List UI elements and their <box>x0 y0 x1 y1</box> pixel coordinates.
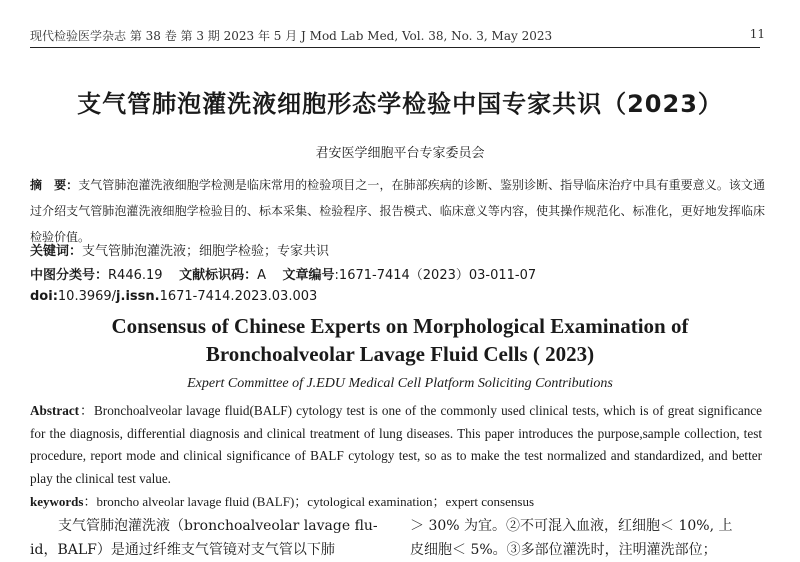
english-title-line-2: Bronchoalveolar Lavage Fluid Cells ( 2023) <box>205 342 595 366</box>
article-number-label: 文章编号 <box>282 268 335 283</box>
page-number: 11 <box>749 27 765 41</box>
body-right-column <box>410 514 765 562</box>
article-number-value: :1671-7414（2023）03-011-07 <box>334 268 537 283</box>
body-left-line-1-text: 支气管肺泡灌洗液（bronchoalveolar lavage flu- <box>58 518 378 534</box>
chinese-title: 支气管肺泡灌洗液细胞形态学检验中国专家共识（2023） <box>77 90 723 118</box>
body-right-line-1: ＞ 30% 为宜。②不可混入血液，红细胞＜ 10%, 上 <box>410 518 733 534</box>
clc-value: R446.19 <box>108 268 163 283</box>
doi-prefix: 10.3969/ <box>57 289 117 304</box>
english-title <box>0 312 800 368</box>
doc-code-value: A <box>257 268 266 283</box>
journal-citation: 现代检验医学杂志 第 38 卷 第 3 期 2023 年 5 月 J Mod Lab Med, Vol. 38, No. 3, May 2023 <box>30 29 553 43</box>
chinese-keywords <box>30 240 770 259</box>
body-left-line-1 <box>30 514 380 538</box>
doc-code-label: 文献标识码： <box>179 268 258 283</box>
chinese-abstract <box>30 172 765 250</box>
doi-issn: j.issn. <box>116 289 160 304</box>
chinese-abstract-label: 摘 要： <box>30 178 79 192</box>
body-left-line-2: id，BALF）是通过纤维支气管镜对支气管以下肺 <box>30 542 335 558</box>
english-title-line-1: Consensus of Chinese Experts on Morphological Examination of <box>111 314 689 338</box>
english-abstract-label: Abstract <box>30 403 80 418</box>
classification-line <box>30 264 770 283</box>
english-abstract <box>30 400 762 490</box>
chinese-keywords-text: 支气管肺泡灌洗液；细胞学检验；专家共识 <box>82 244 330 259</box>
body-right-line-2: 皮细胞＜ 5%。③多部位灌洗时，注明灌洗部位； <box>410 542 717 558</box>
english-abstract-text: Bronchoalveolar lavage fluid(BALF) cytology test is one of the commonly used clinical tests, which is of great significance for the diagnosis, differential diagnosis and clinical treatment of lung diseases. This paper introduces the purpose,sample collection, test procedure, report mode and clinical significance of BALF cytology test, so as to make the test normalized and standardized, and better play the clinical test value. <box>30 403 763 486</box>
doi-suffix: 1671-7414.2023.03.003 <box>159 289 318 304</box>
english-keywords-text: broncho alveolar lavage fluid (BALF)；cytological examination；expert consensus <box>96 494 535 509</box>
chinese-authors: 君安医学细胞平台专家委员会 <box>315 146 485 161</box>
header-rule <box>30 47 760 48</box>
english-keywords-separator: ： <box>83 494 97 509</box>
english-authors: Expert Committee of J.EDU Medical Cell Platform Soliciting Contributions <box>187 376 613 391</box>
body-left-column <box>30 514 380 562</box>
doi-line <box>30 289 770 304</box>
english-keywords-label: keywords <box>30 494 84 509</box>
doi-label: doi: <box>30 289 58 304</box>
chinese-abstract-text: 支气管肺泡灌洗液细胞学检测是临床常用的检验项目之一，在肺部疾病的诊断、鉴别诊断、指导临床治疗中具有重要意义。该文通过介绍支气管肺泡灌洗液细胞学检验目的、标本采集、检验程序、报告模式、临床意义等内容，使其操作规范化、标准化，更好地发挥临床检验价值。 <box>30 178 765 244</box>
running-header <box>30 27 765 44</box>
english-keywords <box>30 491 770 510</box>
clc-label: 中图分类号： <box>30 268 109 283</box>
english-abstract-separator: ： <box>79 403 94 418</box>
chinese-keywords-label: 关键词： <box>30 244 83 259</box>
